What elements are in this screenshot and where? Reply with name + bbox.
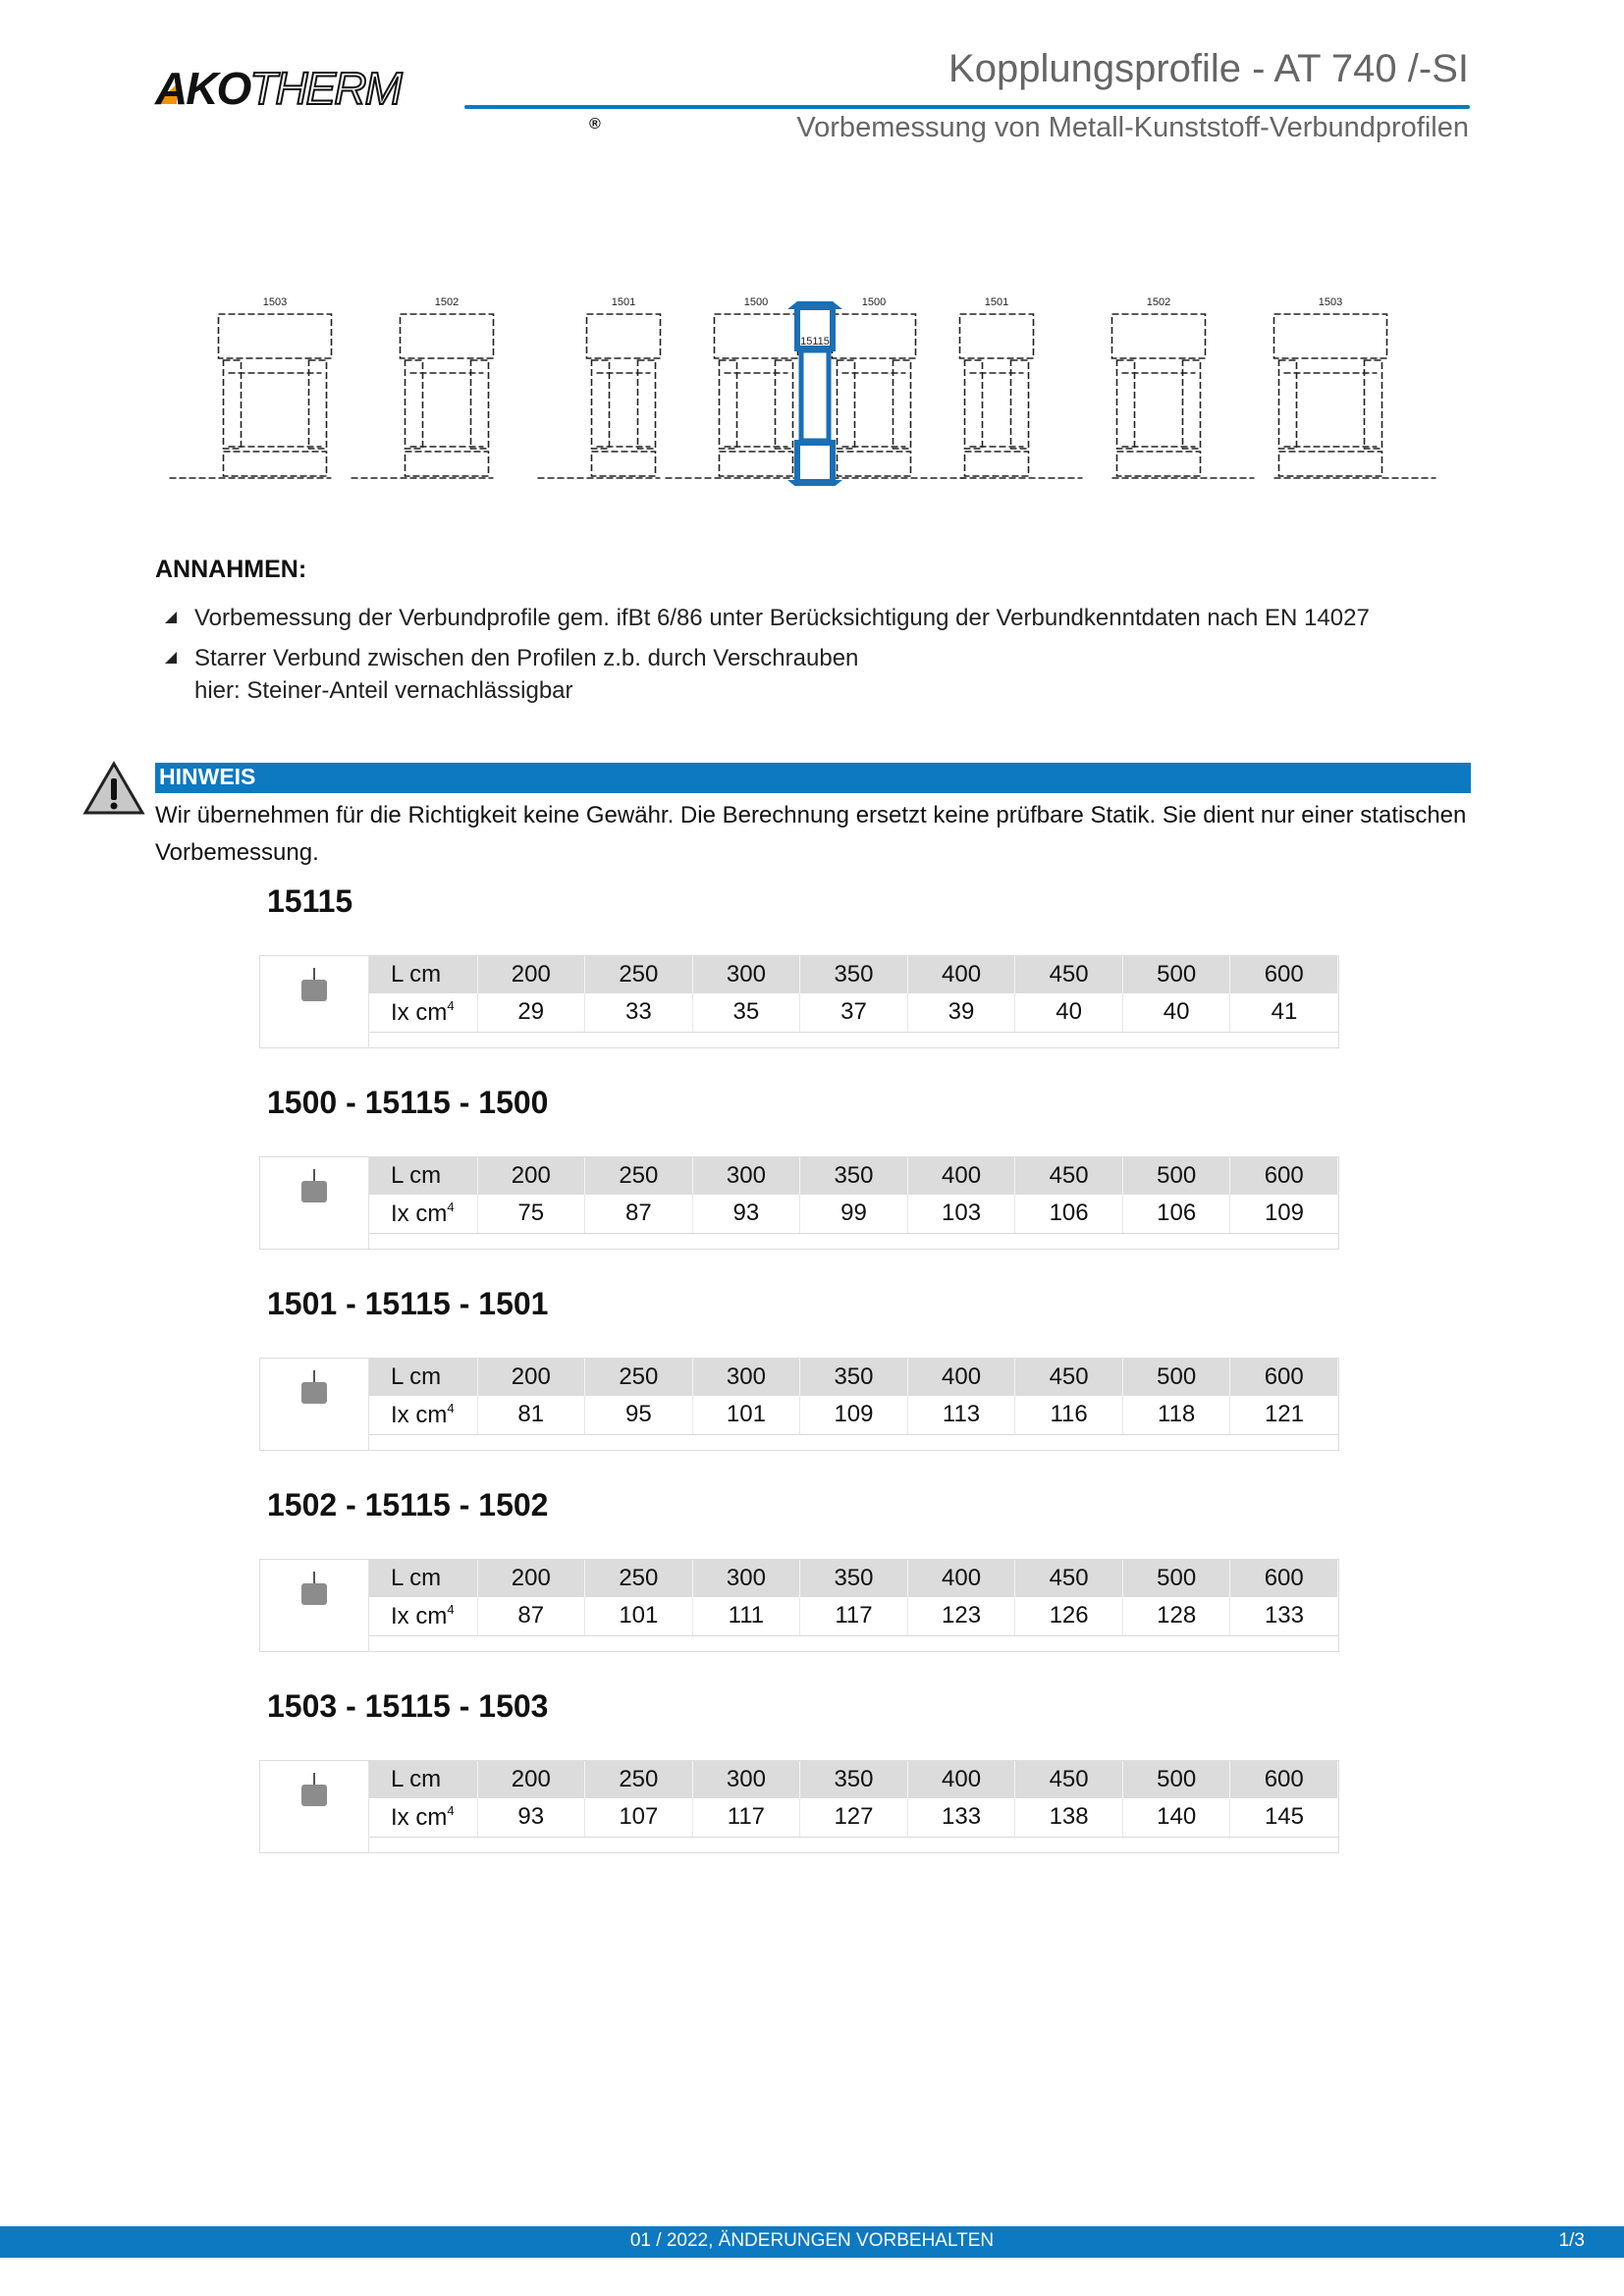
beam-icon: [301, 980, 327, 1001]
inertia-cell: 133: [907, 1798, 1015, 1837]
profile-drawings: [167, 290, 1463, 486]
values-table: [369, 956, 1338, 1033]
length-cell: 400: [907, 1359, 1015, 1396]
triangle-bullet-icon: [165, 612, 177, 623]
length-cell: 300: [692, 1560, 800, 1597]
inertia-cell: 126: [1015, 1597, 1123, 1635]
load-arrow-icon: [313, 1773, 315, 1785]
profile-drawing: [352, 296, 494, 478]
length-row: [369, 1560, 1338, 1597]
profile-drawing: [833, 296, 965, 478]
logo-text-bold: AKO: [155, 63, 250, 114]
inertia-row: [369, 1798, 1338, 1837]
inertia-label-text: Ix cm: [391, 1401, 448, 1428]
length-cell: 450: [1015, 1157, 1123, 1195]
length-row: [369, 1761, 1338, 1798]
length-cell: 350: [800, 1157, 908, 1195]
length-label: L cm: [369, 1560, 477, 1597]
inertia-cell: 39: [907, 993, 1015, 1032]
inertia-label: [369, 993, 477, 1032]
inertia-cell: 29: [477, 993, 585, 1032]
inertia-cell: 107: [585, 1798, 693, 1837]
length-cell: 600: [1230, 1761, 1338, 1798]
page-number: 1/3: [1558, 2230, 1585, 2251]
values-table: [369, 1560, 1338, 1636]
length-cell: 200: [477, 1761, 585, 1798]
profile-label: 1502: [1146, 296, 1171, 308]
inertia-exponent: 4: [447, 1601, 455, 1617]
inertia-cell: 133: [1230, 1597, 1338, 1635]
length-cell: 600: [1230, 1359, 1338, 1396]
length-cell: 600: [1230, 1157, 1338, 1195]
inertia-cell: 106: [1015, 1195, 1123, 1233]
inertia-cell: 101: [585, 1597, 693, 1635]
inertia-label: [369, 1396, 477, 1434]
beam-icon: [301, 1583, 327, 1605]
inertia-exponent: 4: [447, 997, 455, 1013]
page-title: Kopplungsprofile - AT 740 /-SI: [948, 47, 1469, 90]
load-arrow-icon: [313, 968, 315, 980]
length-cell: 500: [1122, 1359, 1230, 1396]
inertia-cell: 109: [1230, 1195, 1338, 1233]
load-arrow-icon: [313, 1370, 315, 1382]
length-cell: 250: [585, 1761, 693, 1798]
beam-load-icon: [260, 956, 369, 1047]
inertia-cell: 118: [1122, 1396, 1230, 1434]
inertia-label-text: Ix cm: [391, 1803, 448, 1831]
beam-load-icon: [260, 1157, 369, 1249]
length-cell: 500: [1122, 1560, 1230, 1597]
beam-icon: [301, 1181, 327, 1202]
length-label: L cm: [369, 1157, 477, 1195]
inertia-exponent: 4: [447, 1802, 455, 1818]
bullet-continuation: hier: Steiner-Anteil vernachlässigbar: [194, 677, 573, 704]
length-cell: 400: [907, 956, 1015, 993]
profile-label: 1501: [611, 296, 636, 308]
inertia-cell: 75: [477, 1195, 585, 1233]
profile-label: 1502: [434, 296, 460, 308]
inertia-cell: 127: [800, 1798, 908, 1837]
length-label: L cm: [369, 956, 477, 993]
inertia-table: [259, 1358, 1339, 1451]
length-cell: 350: [800, 1560, 908, 1597]
length-cell: 500: [1122, 1157, 1230, 1195]
inertia-table: [259, 1559, 1339, 1652]
inertia-cell: 123: [907, 1597, 1015, 1635]
logo-text: [155, 59, 401, 118]
beam-load-icon: [260, 1359, 369, 1450]
footer-bar: [0, 2226, 1624, 2258]
values-table: [369, 1761, 1338, 1838]
inertia-cell: 128: [1122, 1597, 1230, 1635]
inertia-cell: 93: [692, 1195, 800, 1233]
inertia-cell: 109: [800, 1396, 908, 1434]
hinweis-label: HINWEIS: [159, 764, 256, 789]
footer-text: 01 / 2022, ÄNDERUNGEN VORBEHALTEN: [629, 2230, 995, 2251]
length-label: L cm: [369, 1761, 477, 1798]
profile-label: 1500: [861, 296, 887, 308]
annahmen-bullet: [165, 605, 1370, 632]
load-arrow-icon: [313, 1572, 315, 1583]
length-cell: 400: [907, 1560, 1015, 1597]
profile-drawing: [538, 296, 661, 478]
length-cell: 600: [1230, 1560, 1338, 1597]
length-cell: 450: [1015, 1761, 1123, 1798]
length-cell: 600: [1230, 956, 1338, 993]
profile-label: 1503: [262, 296, 288, 308]
section-title: 15115: [267, 883, 353, 919]
section-title: 1500 - 15115 - 1500: [267, 1085, 549, 1120]
inertia-cell: 93: [477, 1798, 585, 1837]
inertia-cell: 35: [692, 993, 800, 1032]
inertia-cell: 101: [692, 1396, 800, 1434]
logo-registered-mark: ®: [589, 116, 601, 133]
beam-load-icon: [260, 1761, 369, 1852]
length-cell: 200: [477, 1157, 585, 1195]
inertia-label: [369, 1798, 477, 1837]
length-row: [369, 1157, 1338, 1195]
length-cell: 450: [1015, 1560, 1123, 1597]
length-cell: 350: [800, 1761, 908, 1798]
inertia-cell: 140: [1122, 1798, 1230, 1837]
inertia-cell: 103: [907, 1195, 1015, 1233]
logo-text-outline: THERM: [249, 63, 401, 114]
profile-label: 1500: [743, 296, 769, 308]
inertia-row: [369, 1195, 1338, 1233]
length-cell: 200: [477, 1560, 585, 1597]
page-subtitle: Vorbemessung von Metall-Kunststoff-Verbundprofilen: [796, 112, 1469, 143]
inertia-label-text: Ix cm: [391, 998, 448, 1026]
length-cell: 300: [692, 1761, 800, 1798]
length-cell: 350: [800, 956, 908, 993]
values-table: [369, 1157, 1338, 1234]
inertia-cell: 111: [692, 1597, 800, 1635]
profile-drawing: [1274, 296, 1436, 478]
inertia-cell: 37: [800, 993, 908, 1032]
inertia-cell: 116: [1015, 1396, 1123, 1434]
inertia-cell: 87: [477, 1597, 585, 1635]
coupling-profile-label: 15115: [800, 336, 830, 347]
load-arrow-icon: [313, 1169, 315, 1181]
triangle-bullet-icon: [165, 652, 177, 664]
length-cell: 500: [1122, 1761, 1230, 1798]
length-label: L cm: [369, 1359, 477, 1396]
beam-icon: [301, 1382, 327, 1404]
coupling-profile-drawing: [787, 301, 842, 486]
length-cell: 200: [477, 1359, 585, 1396]
values-table: [369, 1359, 1338, 1435]
hinweis-bar: [155, 763, 1471, 793]
length-cell: 250: [585, 1560, 693, 1597]
length-cell: 250: [585, 1157, 693, 1195]
profile-label: 1503: [1318, 296, 1343, 308]
bullet-text: Vorbemessung der Verbundprofile gem. ifBt 6/86 unter Berücksichtigung der Verbundkenntdaten nach EN 14027: [194, 605, 1370, 631]
inertia-label: [369, 1195, 477, 1233]
profile-drawing: [1112, 296, 1255, 478]
inertia-cell: 145: [1230, 1798, 1338, 1837]
length-cell: 450: [1015, 956, 1123, 993]
inertia-label-text: Ix cm: [391, 1200, 448, 1227]
warning-icon: [82, 761, 145, 816]
length-cell: 200: [477, 956, 585, 993]
header-divider: [464, 105, 1470, 109]
akotherm-logo: [155, 59, 601, 133]
beam-icon: [301, 1785, 327, 1806]
inertia-cell: 121: [1230, 1396, 1338, 1434]
inertia-cell: 106: [1122, 1195, 1230, 1233]
length-cell: 300: [692, 1359, 800, 1396]
annahmen-heading: ANNAHMEN:: [155, 556, 307, 583]
length-cell: 400: [907, 1761, 1015, 1798]
section-title: 1503 - 15115 - 1503: [267, 1688, 549, 1724]
profile-drawing: [960, 296, 1083, 478]
inertia-label-text: Ix cm: [391, 1602, 448, 1629]
inertia-cell: 40: [1122, 993, 1230, 1032]
length-cell: 500: [1122, 956, 1230, 993]
inertia-row: [369, 993, 1338, 1032]
inertia-exponent: 4: [447, 1199, 455, 1214]
length-cell: 300: [692, 1157, 800, 1195]
length-row: [369, 1359, 1338, 1396]
beam-load-icon: [260, 1560, 369, 1651]
length-cell: 450: [1015, 1359, 1123, 1396]
inertia-cell: 41: [1230, 993, 1338, 1032]
profile-label: 1501: [984, 296, 1009, 308]
inertia-table: [259, 1760, 1339, 1853]
length-cell: 250: [585, 1359, 693, 1396]
inertia-row: [369, 1597, 1338, 1635]
inertia-cell: 33: [585, 993, 693, 1032]
inertia-cell: 117: [800, 1597, 908, 1635]
profile-drawing: [170, 296, 332, 478]
profile-drawing-svg: [167, 290, 1463, 486]
length-cell: 400: [907, 1157, 1015, 1195]
inertia-row: [369, 1396, 1338, 1434]
length-cell: 250: [585, 956, 693, 993]
section-title: 1501 - 15115 - 1501: [267, 1286, 549, 1321]
inertia-exponent: 4: [447, 1400, 455, 1415]
inertia-cell: 40: [1015, 993, 1123, 1032]
section-title: 1502 - 15115 - 1502: [267, 1487, 549, 1522]
inertia-cell: 95: [585, 1396, 693, 1434]
inertia-cell: 138: [1015, 1798, 1123, 1837]
profile-drawing: [666, 296, 798, 478]
hinweis-text: Wir übernehmen für die Richtigkeit keine Gewähr. Die Berechnung ersetzt keine prüfbare Statik. Sie dient nur einer statischen Vorbemessung.: [155, 802, 1467, 866]
annahmen-bullet: [165, 645, 858, 672]
inertia-cell: 81: [477, 1396, 585, 1434]
inertia-cell: 99: [800, 1195, 908, 1233]
bullet-text: Starrer Verbund zwischen den Profilen z.b. durch Verschrauben: [194, 645, 859, 671]
inertia-table: [259, 1156, 1339, 1250]
inertia-cell: 87: [585, 1195, 693, 1233]
length-cell: 350: [800, 1359, 908, 1396]
inertia-cell: 117: [692, 1798, 800, 1837]
length-row: [369, 956, 1338, 993]
length-cell: 300: [692, 956, 800, 993]
inertia-table: [259, 955, 1339, 1048]
inertia-cell: 113: [907, 1396, 1015, 1434]
inertia-label: [369, 1597, 477, 1635]
